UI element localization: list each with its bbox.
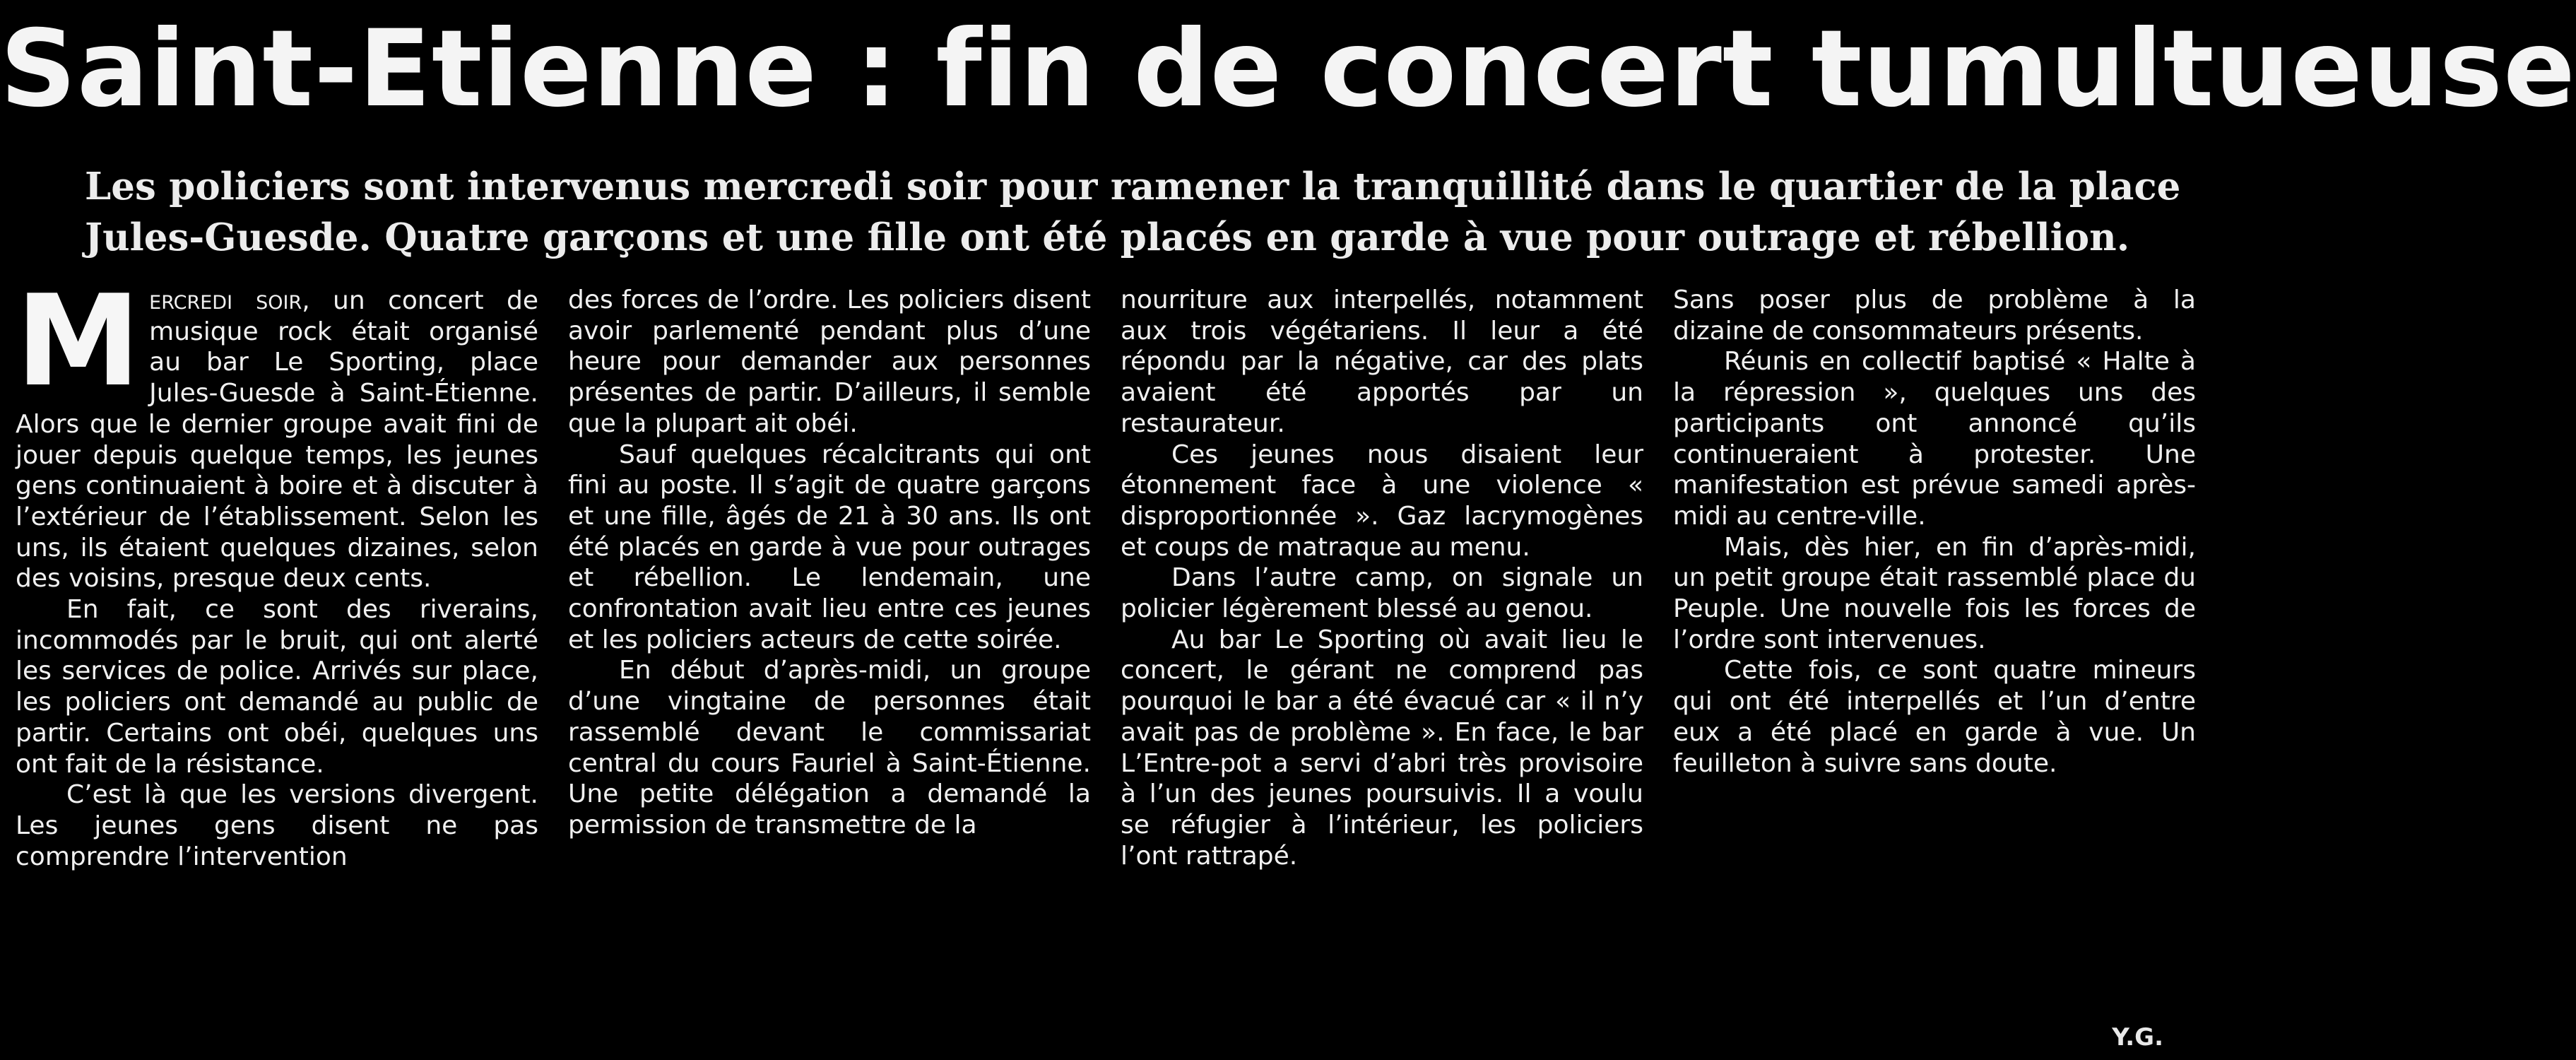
paragraph: Sans poser plus de problème à la dizaine de consommateurs présents.: [1673, 285, 2196, 346]
paragraph: Réunis en collectif baptisé « Halte à la répression », quelques uns des participants ont annoncé qu’ils continueraient à protester. Une manifestation est prévue samedi après-midi au centre-ville.: [1673, 347, 2196, 531]
paragraph: Dans l’autre camp, on signale un policier légèrement blessé au genou.: [1121, 563, 1643, 624]
paragraph: Sauf quelques récalcitrants qui ont fini au poste. Il s’agit de quatre garçons et une fille, âgés de 21 à 30 ans. Ils ont été placés en garde à vue pour outrages et rébellion. Le lendemain, une confrontation avait lieu entre ces jeunes et les policiers acteurs de cette soirée.: [568, 440, 1091, 654]
paragraph: En fait, ce sont des riverains, incommodés par le bruit, qui ont alerté les services de police. Arrivés sur place, les policiers ont demandé au public de partir. Certains ont obéi, quelques uns ont fait de la résistance.: [16, 595, 538, 779]
subheadline: [85, 161, 2181, 263]
subheadline-line: Jules-Guesde. Quatre garçons et une fille ont été placés en garde à vue pour outrage et rébellion.: [85, 216, 2130, 259]
paragraph: Au bar Le Sporting où avait lieu le concert, le gérant ne comprend pas pourquoi le bar a été évacué car « il n’y avait pas de problème ». En face, le bar L’Entre-pot a servi d’abri très provisoire à l’un des jeunes poursuivis. Il a voulu se réfugier à l’intérieur, les policiers l’ont rattrapé.: [1121, 625, 1643, 871]
paragraph: C’est là que les versions divergent. Les jeunes gens disent ne pas comprendre l’intervention: [16, 780, 538, 871]
paragraph: des forces de l’ordre. Les policiers disent avoir parlementé pendant plus d’une heure pour demander aux personnes présentes de partir. D’ailleurs, il semble que la plupart ait obéi.: [568, 285, 1091, 438]
paragraph: Cette fois, ce sont quatre mineurs qui ont été interpellés et l’un d’entre eux a été placé en garde à vue. Un feuilleton à suivre sans doute.: [1673, 656, 2196, 778]
headline: Saint-Etienne : fin de concert tumultueuse: [0, 8, 2576, 131]
paragraph: nourriture aux interpellés, notamment aux trois végétariens. Il leur a été répondu par la négative, car des plats avaient été apportés par un restaurateur.: [1121, 285, 1643, 438]
article-body: [16, 268, 2196, 1048]
subheadline-line: Les policiers sont intervenus mercredi soir pour ramener la tranquillité dans le quartier de la place: [85, 165, 2181, 208]
paragraph: Ces jeunes nous disaient leur étonnement face à une violence « disproportionnée ». Gaz lacrymogènes et coups de matraque au menu.: [1121, 440, 1643, 562]
drop-cap: M: [16, 268, 141, 414]
paragraph: En début d’après-midi, un groupe d’une vingtaine de personnes était rassemblé devant le commissariat central du cours Fauriel à Saint-Étienne. Une petite délégation a demandé la permission de transmettre de la: [568, 656, 1091, 840]
paragraph: Mais, dès hier, en fin d’après-midi, un petit groupe était rassemblé place du Peuple. Une nouvelle fois les forces de l’ordre sont intervenues.: [1673, 532, 2196, 654]
column-1: [16, 268, 538, 1044]
paragraph: [16, 268, 538, 594]
author-signature: Y.G.: [2112, 1023, 2163, 1052]
column-3: [1121, 285, 1643, 1044]
lead-in: ercredi soir: [149, 284, 302, 315]
column-4: [1673, 285, 2196, 1044]
paragraph-text: , un concert de musique rock était organisé au bar Le Sporting, place Jules-Guesde à Saint-Étienne. Alors que le dernier groupe avait fini de jouer depuis quelque temps, les jeunes gens continuaient à boire et à discuter à l’extérieur de l’établissement. Selon les uns, ils étaient quelques dizaines, selon des voisins, presque deux cents.: [16, 286, 538, 594]
column-2: [568, 285, 1091, 1044]
